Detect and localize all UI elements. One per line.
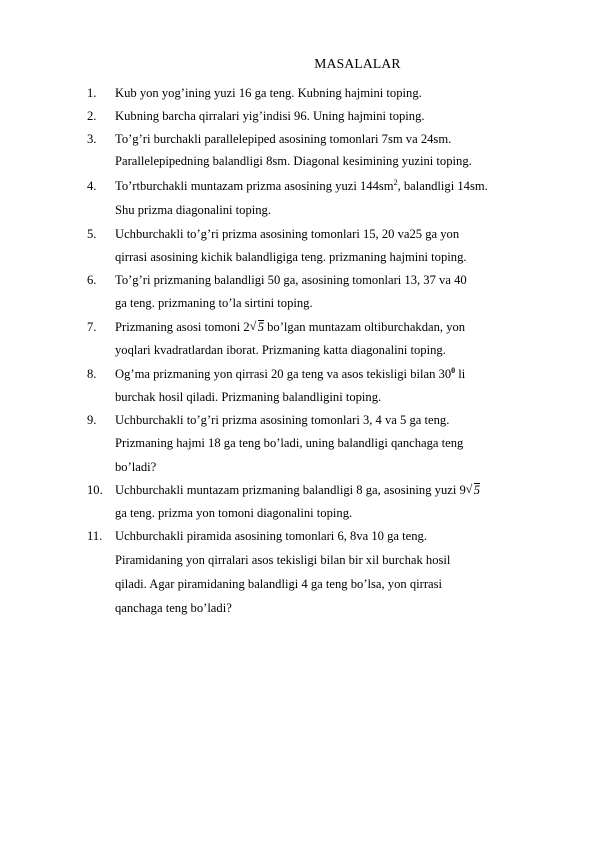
problem-text: ga teng. prizma yon tomoni diagonalini toping. bbox=[115, 506, 353, 520]
problem-text: Prizmaning hajmi 18 ga teng bo’ladi, uning balandligi qanchaga teng bbox=[115, 436, 464, 450]
problem-text: Uchburchakli to’g’ri prizma asosining tomonlari 3, 4 va 5 ga teng. bbox=[115, 413, 450, 427]
problem-number: 1. bbox=[87, 86, 97, 100]
text-segment: , balandligi 14sm. bbox=[397, 179, 488, 193]
radicand: 5 bbox=[257, 320, 264, 334]
square-root bbox=[468, 483, 480, 498]
problem-text: yoqlari kvadratlardan iborat. Prizmaning katta diagonalini toping. bbox=[115, 343, 446, 357]
text-segment: li bbox=[455, 367, 466, 381]
text-segment: Prizmaning asosi tomoni 2 bbox=[115, 320, 250, 334]
problem-number: 8. bbox=[87, 367, 97, 381]
problem-text: qanchaga teng bo’ladi? bbox=[115, 601, 232, 615]
problem-text bbox=[115, 179, 488, 194]
problem-text: To’g’ri burchakli parallelepiped asosining tomonlari 7sm va 24sm. bbox=[115, 132, 452, 146]
degree-superscript: 0 bbox=[451, 365, 456, 375]
problem-number: 10. bbox=[87, 483, 103, 497]
superscript: 2 bbox=[393, 177, 398, 187]
problem-number: 2. bbox=[87, 109, 97, 123]
problem-number: 3. bbox=[87, 132, 97, 146]
problem-number: 7. bbox=[87, 320, 97, 334]
problem-text bbox=[115, 367, 465, 382]
problem-text: qirrasi asosining kichik balandligiga teng. prizmaning hajmini toping. bbox=[115, 250, 467, 264]
problem-number: 11. bbox=[87, 529, 103, 543]
problem-text: To’g’ri prizmaning balandligi 50 ga, asosining tomonlari 13, 37 va 40 bbox=[115, 273, 467, 287]
radicand: 5 bbox=[473, 483, 481, 497]
problem-number: 9. bbox=[87, 413, 97, 427]
problem-text: Kubning barcha qirralari yig’indisi 96. Uning hajmini toping. bbox=[115, 109, 425, 123]
page-title: MASALALAR bbox=[314, 56, 401, 71]
square-root bbox=[252, 320, 264, 335]
text-segment: Og’ma prizmaning yon qirrasi 20 ga teng va asos tekisligi bilan 30 bbox=[115, 367, 452, 381]
problem-text: burchak hosil qiladi. Prizmaning balandligini toping. bbox=[115, 390, 382, 404]
problem-number: 6. bbox=[87, 273, 97, 287]
problem-text: Parallelepipedning balandligi 8sm. Diagonal kesimining yuzini toping. bbox=[115, 154, 472, 168]
problem-text: ga teng. prizmaning to’la sirtini toping. bbox=[115, 296, 313, 310]
problem-text: Uchburchakli piramida asosining tomonlari 6, 8va 10 ga teng. bbox=[115, 529, 427, 543]
problem-text: Uchburchakli to’g’ri prizma asosining tomonlari 15, 20 va25 ga yon bbox=[115, 227, 460, 241]
problem-number: 4. bbox=[87, 179, 97, 193]
problem-text: Piramidaning yon qirralari asos tekisligi bilan bir xil burchak hosil bbox=[115, 553, 451, 567]
text-segment: To’rtburchakli muntazam prizma asosining yuzi 144sm bbox=[115, 179, 394, 193]
problem-text: Shu prizma diagonalini toping. bbox=[115, 203, 272, 217]
text-segment: Uchburchakli muntazam prizmaning balandligi 8 ga, asosining yuzi 9 bbox=[115, 483, 466, 497]
problem-text bbox=[115, 483, 480, 498]
problem-text bbox=[115, 320, 465, 335]
text-segment: bo’lgan muntazam oltiburchakdan, yon bbox=[263, 320, 466, 334]
problem-text: qiladi. Agar piramidaning balandligi 4 ga teng bo’lsa, yon qirrasi bbox=[115, 577, 443, 591]
problem-text: bo’ladi? bbox=[115, 460, 157, 474]
problem-text: Kub yon yog’ining yuzi 16 ga teng. Kubning hajmini toping. bbox=[115, 86, 422, 100]
problem-number: 5. bbox=[87, 227, 97, 241]
